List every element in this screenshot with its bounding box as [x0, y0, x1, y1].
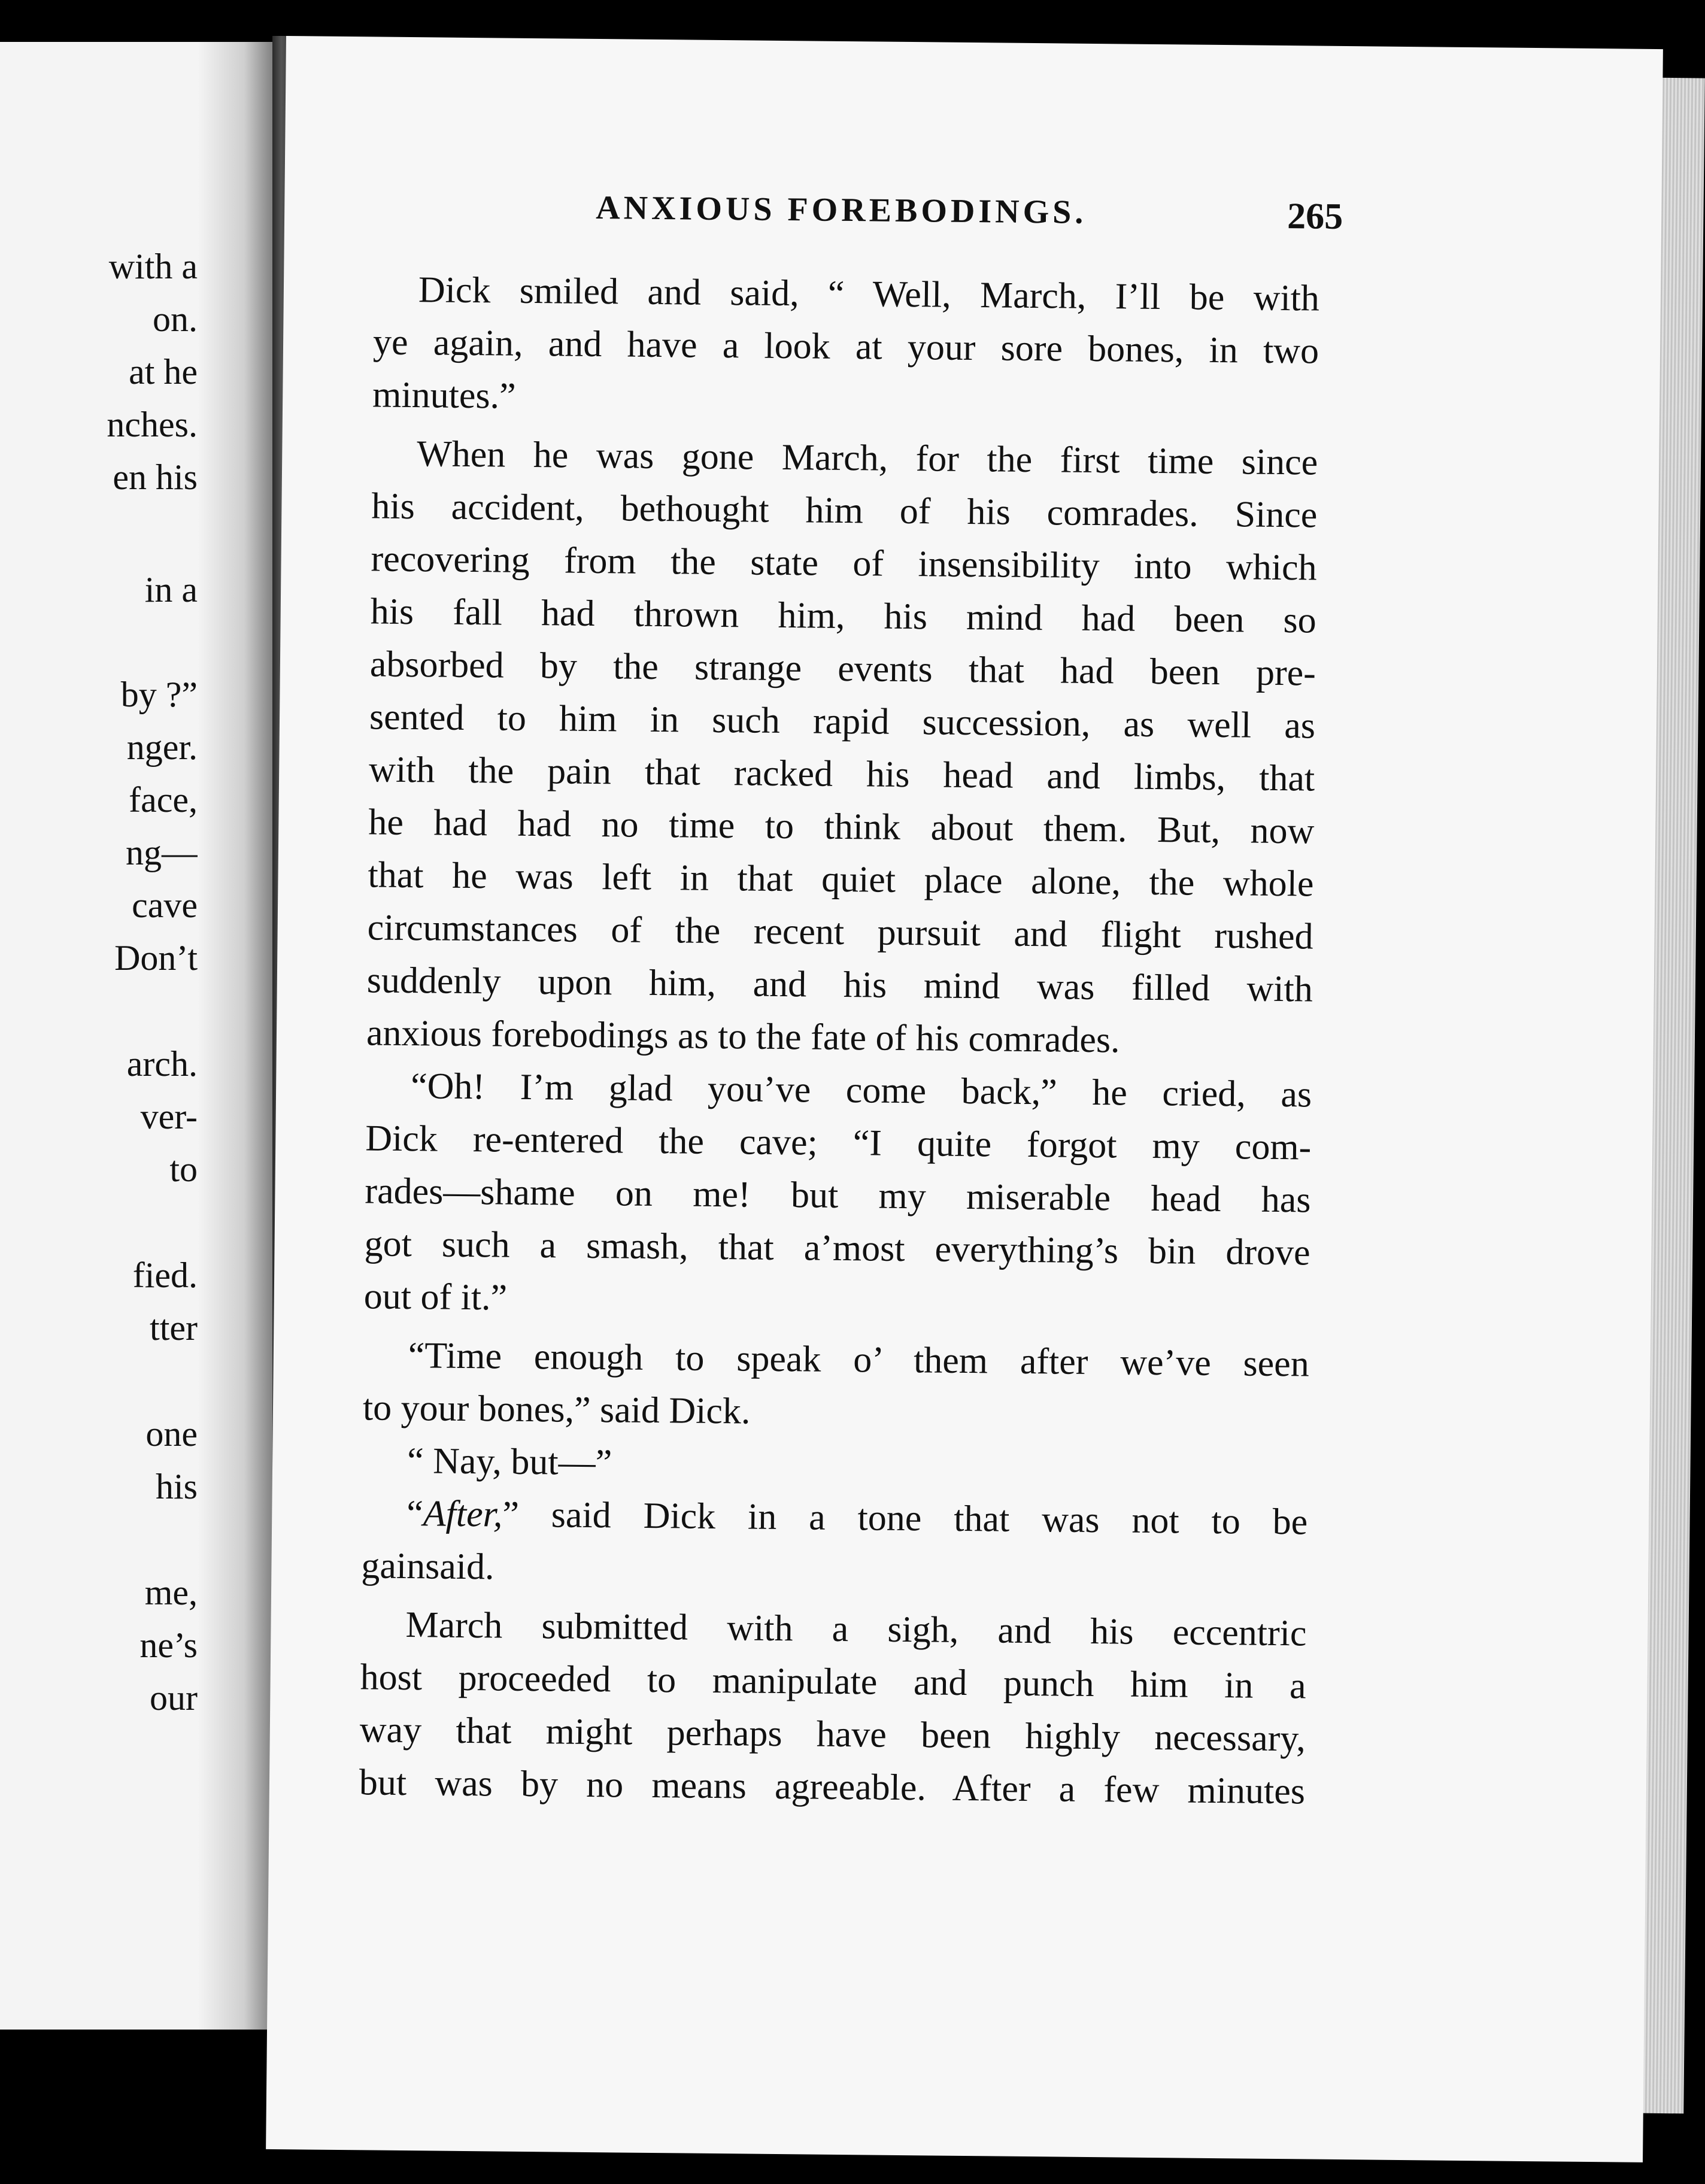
- text-line: “Oh! I’m glad you’ve come back,” he cried, as: [410, 1066, 1312, 1115]
- body-text: [359, 263, 1320, 1818]
- text-line: with the pain that racked his head and limbs, that: [368, 749, 1315, 799]
- left-line: to: [169, 1149, 198, 1189]
- left-line: by ?”: [120, 675, 198, 714]
- paragraph: [359, 1598, 1307, 1818]
- text-line: got such a smash, that a’most everything’s bin drove: [364, 1223, 1310, 1273]
- text-line: [362, 1487, 1308, 1548]
- page-number: 265: [1287, 196, 1343, 237]
- left-line: nger.: [126, 727, 198, 767]
- text-line: March submitted with a sigh, and his eccentric: [405, 1604, 1307, 1654]
- text-line: out of it.”: [363, 1276, 508, 1318]
- left-line: en his: [113, 457, 198, 497]
- text-line: anxious forebodings as to the fate of his comrades.: [366, 1012, 1120, 1061]
- text-line: way that might perhaps have been highly necessary,: [359, 1709, 1306, 1760]
- text-line: his fall had thrown him, his mind had been so: [370, 591, 1317, 641]
- left-line: at he: [129, 352, 198, 392]
- text-line: to your bones,” said Dick.: [362, 1387, 751, 1432]
- line-rest: ” said Dick in a tone that was not to be: [502, 1494, 1308, 1543]
- text-line: “Time enough to speak o’ them after we’ve seen: [408, 1335, 1310, 1385]
- left-line: our: [150, 1678, 198, 1718]
- text-line: circumstances of the recent pursuit and flight rushed: [367, 907, 1313, 957]
- right-page: [266, 36, 1663, 2162]
- left-line: with a: [108, 247, 198, 286]
- text-line: gainsaid.: [361, 1545, 494, 1588]
- left-line: in a: [144, 570, 198, 609]
- text-line: Dick smiled and said, “ Well, March, I’ll be with: [418, 269, 1320, 319]
- text-line: When he was gone March, for the first time since: [416, 433, 1318, 483]
- text-line: he had had no time to think about them. But, now: [368, 802, 1315, 852]
- text-line: sented to him in such rapid succession, as well as: [369, 696, 1316, 747]
- text-line: suddenly upon him, and his mind was filled with: [366, 960, 1313, 1010]
- text-line: absorbed by the strange events that had been pre-: [369, 644, 1316, 694]
- text-line: Dick re-entered the cave; “I quite forgot my com-: [365, 1118, 1312, 1168]
- text-line: “ Nay, but—”: [406, 1440, 612, 1484]
- text-line: rades—shame on me! but my miserable head has: [365, 1170, 1311, 1221]
- paragraph: [372, 263, 1319, 430]
- text-line: minutes.”: [372, 374, 516, 417]
- left-line: fied.: [132, 1255, 198, 1295]
- text-line: that he was left in that quiet place alone, the whole: [368, 854, 1314, 905]
- left-line: face,: [129, 780, 198, 820]
- open-quote: “: [406, 1493, 424, 1534]
- left-line: cave: [132, 885, 198, 925]
- paragraph: [361, 1487, 1308, 1601]
- text-line: ye again, and have a look at your sore bones, in two: [372, 321, 1319, 372]
- left-line: ne’s: [139, 1625, 198, 1665]
- paragraph: [366, 427, 1318, 1068]
- left-line: arch.: [126, 1044, 198, 1084]
- left-line: ver-: [140, 1097, 198, 1136]
- paragraph: [363, 1059, 1312, 1331]
- text-line: but was by no means agreeable. After a few minutes: [359, 1762, 1306, 1812]
- left-line: ng—: [126, 833, 198, 872]
- text-line: host proceeded to manipulate and punch him in a: [360, 1657, 1306, 1707]
- left-line: one: [145, 1414, 198, 1454]
- paragraph: [362, 1434, 1309, 1496]
- paragraph: [363, 1328, 1310, 1443]
- left-line: Don’t: [114, 938, 198, 978]
- left-line: tter: [150, 1308, 198, 1348]
- left-page-gutter-shadow: [198, 42, 275, 2030]
- text-line: recovering from the state of insensibility into which: [371, 538, 1317, 589]
- left-line: me,: [144, 1573, 198, 1612]
- italic-word: After,: [423, 1493, 503, 1535]
- left-line: on.: [153, 299, 198, 339]
- text-line: his accident, bethought him of his comrades. Since: [371, 486, 1318, 536]
- running-head: ANXIOUS FOREBODINGS.: [595, 189, 1087, 231]
- left-line: nches.: [107, 405, 198, 444]
- left-line: his: [155, 1467, 198, 1506]
